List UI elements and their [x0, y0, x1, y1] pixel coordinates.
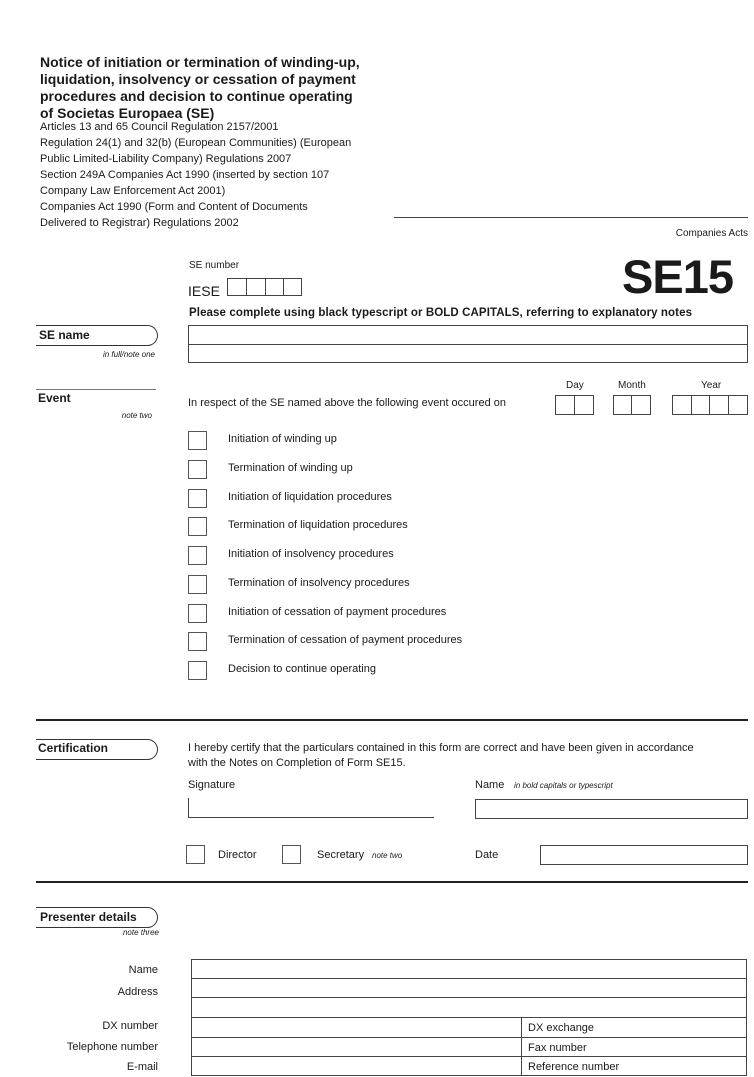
- event-checkbox[interactable]: [188, 632, 207, 651]
- certification-date-input[interactable]: [540, 845, 748, 865]
- day-digit-input[interactable]: [555, 395, 575, 415]
- presenter-note: note three: [122, 928, 159, 937]
- fax-label: Fax number: [528, 1042, 587, 1054]
- name-hint: in bold capitals or typescript: [514, 781, 613, 790]
- se-number-digit-input[interactable]: [265, 278, 284, 296]
- se-name-note: in full/note one: [102, 350, 155, 359]
- se-number-digit-input[interactable]: [227, 278, 247, 296]
- signature-baseline: [188, 817, 434, 818]
- section-divider: [36, 881, 748, 883]
- telephone-input[interactable]: [191, 1037, 522, 1057]
- dx-exchange-label: DX exchange: [528, 1022, 595, 1034]
- event-checkbox[interactable]: [188, 489, 207, 508]
- companies-acts-label: Companies Acts: [675, 228, 748, 239]
- se-name-input-line1[interactable]: [188, 325, 748, 345]
- event-tab-label: Event: [38, 391, 71, 405]
- year-digit-input[interactable]: [672, 395, 692, 415]
- title-line: Notice of initiation or termination of winding-up,: [40, 54, 360, 70]
- event-option-label: Termination of cessation of payment procedures: [228, 634, 463, 646]
- se-number-digit-input[interactable]: [283, 278, 302, 296]
- presenter-name-input[interactable]: [191, 959, 747, 979]
- event-option-label: Initiation of cessation of payment procedures: [228, 606, 447, 618]
- regulation-line: Section 249A Companies Act 1990 (inserted by section 107: [40, 169, 330, 181]
- event-checkbox[interactable]: [188, 431, 207, 450]
- telephone-label: Telephone number: [66, 1041, 158, 1053]
- form-title: [40, 54, 390, 122]
- title-line: of Societas Europaea (SE): [40, 105, 215, 121]
- date-label: Date: [475, 849, 499, 861]
- event-statement: In respect of the SE named above the following event occured on: [188, 397, 506, 409]
- secretary-label: Secretary: [317, 849, 365, 861]
- regulation-line: Public Limited-Liability Company) Regulations 2007: [40, 153, 292, 165]
- regulation-line: Delivered to Registrar) Regulations 2002: [40, 217, 239, 229]
- se-number-prefix: IESE: [188, 283, 220, 299]
- event-checkbox[interactable]: [188, 661, 207, 680]
- regulation-line: Companies Act 1990 (Form and Content of Documents: [40, 201, 308, 213]
- regulation-line: Company Law Enforcement Act 2001): [40, 185, 226, 197]
- presenter-name-label: Name: [128, 964, 158, 976]
- form-code: SE15: [622, 250, 733, 303]
- dx-number-input[interactable]: [191, 1017, 522, 1038]
- event-checkbox[interactable]: [188, 517, 207, 536]
- month-digit-input[interactable]: [613, 395, 632, 415]
- certifier-name-input[interactable]: [475, 799, 748, 819]
- se-number-label: SE number: [189, 260, 240, 271]
- signature-field[interactable]: [188, 798, 434, 818]
- year-label: Year: [701, 380, 722, 391]
- presenter-address-label: Address: [117, 986, 158, 998]
- event-option-label: Initiation of liquidation procedures: [228, 491, 392, 503]
- dx-number-label: DX number: [102, 1020, 158, 1032]
- secretary-note: note two: [372, 851, 403, 860]
- year-digit-input[interactable]: [728, 395, 748, 415]
- title-line: procedures and decision to continue operating: [40, 88, 353, 104]
- email-input[interactable]: [191, 1056, 522, 1076]
- instruction-text: Please complete using black typescript or BOLD CAPITALS, referring to explanatory notes: [189, 307, 693, 319]
- title-line: liquidation, insolvency or cessation of payment: [40, 71, 356, 87]
- event-checkbox[interactable]: [188, 575, 207, 594]
- event-checkbox[interactable]: [188, 460, 207, 479]
- se-name-tab-label: SE name: [39, 328, 90, 342]
- event-checkbox[interactable]: [188, 546, 207, 565]
- event-tab-line: [36, 389, 156, 390]
- day-digit-input[interactable]: [574, 395, 594, 415]
- year-digit-input[interactable]: [691, 395, 710, 415]
- email-label: E-mail: [126, 1061, 158, 1073]
- year-digit-input[interactable]: [709, 395, 729, 415]
- header-divider: [394, 217, 748, 218]
- presenter-address-input-line1[interactable]: [191, 978, 747, 998]
- regulation-line: Articles 13 and 65 Council Regulation 2157/2001: [40, 121, 279, 133]
- event-checkbox[interactable]: [188, 604, 207, 623]
- presenter-address-input-line2[interactable]: [191, 997, 747, 1018]
- regulation-references: [40, 119, 385, 231]
- month-digit-input[interactable]: [631, 395, 651, 415]
- presenter-tab-label: Presenter details: [40, 910, 137, 924]
- event-option-label: Termination of liquidation procedures: [228, 519, 408, 531]
- se-number-digit-input[interactable]: [246, 278, 266, 296]
- regulation-line: Regulation 24(1) and 32(b) (European Communities) (European: [40, 137, 352, 149]
- reference-label: Reference number: [528, 1061, 620, 1073]
- certification-statement-cont: with the Notes on Completion of Form SE15.: [188, 757, 406, 769]
- secretary-checkbox[interactable]: [282, 845, 301, 864]
- month-label: Month: [618, 380, 646, 391]
- event-option-label: Initiation of winding up: [228, 433, 337, 445]
- section-divider: [36, 719, 748, 721]
- event-note: note two: [121, 411, 152, 420]
- se-name-input-line2[interactable]: [188, 344, 748, 363]
- event-option-label: Termination of winding up: [228, 462, 353, 474]
- name-label: Name: [475, 779, 505, 791]
- event-option-label: Decision to continue operating: [228, 663, 376, 675]
- director-checkbox[interactable]: [186, 845, 205, 864]
- event-option-label: Initiation of insolvency procedures: [228, 548, 394, 560]
- certification-statement: I hereby certify that the particulars contained in this form are correct and have been given in accordance: [188, 742, 694, 754]
- event-option-label: Termination of insolvency procedures: [228, 577, 410, 589]
- certification-tab-label: Certification: [38, 741, 109, 755]
- director-label: Director: [218, 849, 257, 861]
- signature-label: Signature: [188, 779, 236, 791]
- day-label: Day: [566, 380, 584, 391]
